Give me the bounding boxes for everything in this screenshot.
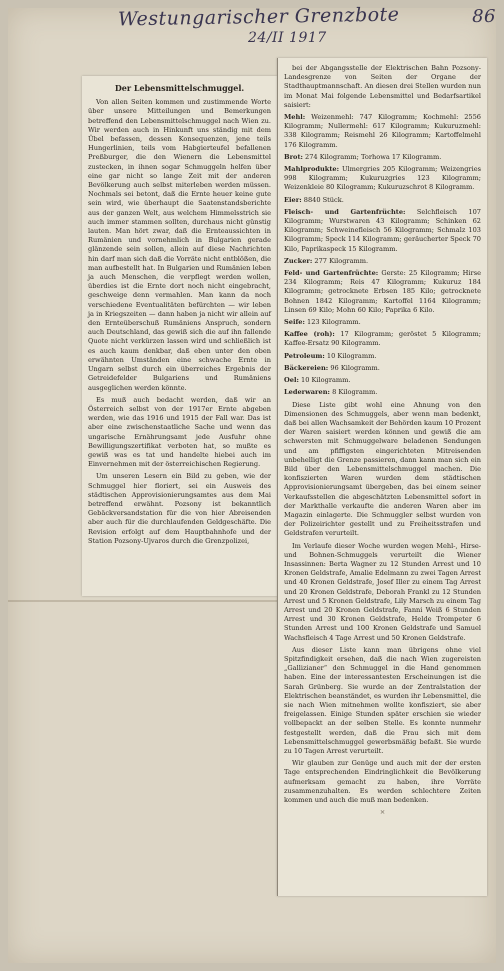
seized-goods-item	[284, 352, 481, 361]
handwritten-date: 24/II 1917	[248, 30, 327, 46]
article-paragraph: Es muß auch bedacht werden, daß wir an Österreich selbst von der 1917er Ernte abgeben werden, wie das 1916 und 1915 der Fall war. Das ist aber eine zwischenstaatliche Sache und wenn das ungarische Ernährungsamt jede Ausfuhr ohne Bewilligungszertifikat verboten hat, so mußte es gewiß was es tat und handelte hiebei auch im Einvernehmen mit der österreichischen Regierung.	[88, 395, 271, 469]
seized-goods-item	[284, 153, 481, 162]
seized-goods-detail: 8 Kilogramm.	[332, 388, 378, 397]
article-paragraph: Aus dieser Liste kann man übrigens ohne viel Spitzfindigkeit ersehen, daß die nach Wien zugereisten „Gallizianer“ den Schmuggel in die Hand genommen haben. Eine der interessantesten Erscheinungen ist die Sarah Grünberg. Sie wurde an der Zentralstation der Elektrischen beanständet, es wurden ihr Lebensmittel, die sie nach Wien mitnehmen wollte konfisziert, sie aber freigelassen. Einige Stunden später erschien sie wieder vollbepackt an der selben Stelle. Es konnte nunmehr festgestellt werden, daß die Frau sich mit dem Lebensmittelschmuggel gewerbsmäßig befaßt. Sie wurde zu 10 Tagen Arrest verurteilt.	[284, 645, 481, 756]
seized-goods-item	[284, 165, 481, 193]
seized-goods-category: Kaffee (roh):	[284, 330, 335, 339]
article-title: Der Lebensmittelschmuggel.	[114, 83, 245, 93]
article-column-left	[82, 76, 277, 596]
seized-goods-detail: 123 Kilogramm.	[307, 318, 361, 327]
paper-crease	[8, 600, 282, 602]
seized-goods-item	[284, 113, 481, 150]
article-paragraph: Von allen Seiten kommen und zustimmende Worte über unsere Mitteilungen und Bemerkungen betreffend den Lebensmittelschmuggel nach Wien zu. Wir werden auch in Hinkunft uns ständig mit dem Übel befassen, dessen Konsequenzen, jene teils Hungerlinien, teils vom Habgierteufel befallenen Preßburger, die den Wienern die Lebensmittel zustecken, in ihnen sogar Schmuggeln helfen über eine gar nicht so lange Zeit mit der anderen Bevölkerung auch selbst miterleben werden müssen. Nochmals sei betont, daß die Ernte heuer keine gute sein wird, wie überhaupt die Saatenstandsberichte aus der ganzen Welt, aus welchem Himmelsstrich sie auch immer stammen sollten, durchaus nicht günstig lauten. Man hört zwar, daß die Ernteaussichten in Rumänien und vornehmlich in Bulgarien gerade glänzende sein sollen, allein auf diese Nachrichten hin darf man sich daß die Vorräte nicht entblößen, die man aufbestellt hat. In Bulgarien und Rumänien leben ja auch Menschen, die verpflegt werden wollen, überdies ist die Ernte dort noch nicht eingebracht, geschweige denn vermahlen. Man kann da noch verschiedene Eventualitäten befürchten — wir leben ja in Kriegszeiten — dann haben ja nicht wir allein auf den Ernteüberschuß Rumäniens Anspruch, sondern auch Deutschland, das gewiß sich die auf ihn fallende Quote nicht verkürzen lassen wird und schließlich ist es auch kaum denkbar, daß eben unter den oben erwähnten Umständen eine schwache Ernte in Ungarn selbst durch ein überreiches Ergebnis der Getreidefelder Bulgariens und Rumäniens ausgeglichen werden könnte.	[88, 98, 271, 392]
seized-goods-item	[284, 330, 481, 348]
seized-goods-detail: 96 Kilogramm.	[330, 363, 380, 372]
seized-goods-detail: 10 Kilogramm.	[326, 351, 377, 360]
seized-goods-category: Mehl:	[284, 113, 306, 122]
seized-goods-item	[284, 208, 481, 254]
seized-goods-item	[284, 376, 481, 385]
seized-goods-category: Petroleum:	[284, 351, 325, 360]
seized-goods-category: Zucker:	[284, 256, 313, 265]
seized-goods-detail: 17 Kilogramm; geröstet 5 Kilogramm; Kaffee-Ersatz 90 Kilogramm.	[284, 330, 481, 348]
article-column-right	[277, 58, 487, 896]
seized-goods-category: Lederwaren:	[284, 388, 330, 397]
handwritten-source-note: Westungarischer Grenzbote	[117, 3, 400, 31]
article-paragraph: Im Verlaufe dieser Woche wurden wegen Mehl-, Hirse- und Bohnen-Schmuggels verurteilt die Wiener Insassinnen: Berta Wagner zu 12 Stunden Arrest und 10 Kronen Geldstrafe, Amalie Edelmann zu zwei Tagen Arrest und 40 Kronen Geldstrafe, Josef Iller zu einem Tag Arrest und 20 Kronen Geldstrafe, Deborah Frankl zu 12 Stunden Arrest und 5 Kronen Geldstrafe, Lily Marsch zu einem Tag Arrest und 20 Kronen Geldstrafe, Fanni Weiß 6 Stunden Arrest und 30 Kronen Geldstrafe, Helde Trompeter 6 Stunden Arrest und 100 Kronen Geldstrafe und Samuel Wachsfleisch 4 Tage Arrest und 50 Kronen Geldstrafe.	[284, 541, 481, 642]
seized-goods-item	[284, 269, 481, 315]
article-paragraph: bei der Abgangsstelle der Elektrischen Bahn Pozsony-Landesgrenze von Seiten der Organe der Stadthauptmannschaft. An diesen drei Stellen wurden nun im Monat Mai folgende Lebensmittel und Bedarfsartikel saisiert:	[284, 64, 481, 109]
seized-goods-category: Feld- und Gartenfrüchte:	[284, 269, 379, 278]
seized-goods-detail: Weizenmehl: 747 Kilogramm; Kochmehl: 2556 Kilogramm; Nullermehl: 617 Kilogramm; Kukuruzmehl: 338 Kilogramm; Reismehl 26 Kilogramm; Kartoffelmehl 176 Kilogramm.	[284, 113, 481, 149]
seized-goods-item	[284, 364, 481, 373]
article-paragraph: Diese Liste gibt wohl eine Ahnung von den Dimensionen des Schmuggels, aber wenn man bedenkt, daß bei allen Wachsamkeit der Behörden kaum 10 Prozent der Waren saisiert werden können und gewiß die am schwersten mit Schmuggelware beladenen Sendungen und am pfiffigsten eingerichteten Mitreisenden unbehelligt die Grenze passieren, dann kann man sich ein Bild über den Lebensmittelschmuggel machen. Die konfiszierten Waren wurden dem städtischen Approvisionierungsamt übergeben, das bei einem seiner Verkaufsstellen die abgeschätzten Lebensmittel sofort in der Markthalle verkaufte die anderen Waren aber im Magazin einlagerte. Die Schmuggler selbst wurden von der Polizeirichter gestellt und zu Freiheitsstrafen und Geldstrafen verurteilt.	[284, 400, 481, 538]
end-mark: ×	[379, 808, 386, 817]
seized-goods-item	[284, 257, 481, 266]
seized-goods-category: Fleisch- und Gartenfrüchte:	[284, 207, 406, 216]
seized-goods-item	[284, 196, 481, 205]
handwritten-page-number: 86	[472, 6, 496, 27]
seized-goods-detail: Selchfleisch 107 Kilogramm; Wurstwaren 43 Kilogramm; Schinken 62 Kilogramm; Schweinefleisch 56 Kilogramm; Schmalz 103 Kilogramm; Speck 114 Kilogramm; geräucherter Speck 70 Kilo, Paprikaspeck 15 Kilogramm.	[284, 207, 481, 253]
seized-goods-detail: Ulmergries 205 Kilogramm; Weizengries 998 Kilogramm; Kukuruzgries 123 Kilogramm; Weizenkleie 80 Kilogramm; Kukuruzschrot 8 Kilogramm.	[284, 165, 481, 192]
seized-goods-detail: 274 Kilogramm; Torhowa 17 Kilogramm.	[305, 152, 442, 161]
seized-goods-item	[284, 318, 481, 327]
seized-goods-category: Eier:	[284, 195, 302, 204]
seized-goods-item	[284, 388, 481, 397]
seized-goods-category: Brot:	[284, 152, 303, 161]
seized-goods-detail: 277 Kilogramm.	[314, 256, 369, 265]
seized-goods-category: Mahlprodukte:	[284, 165, 340, 174]
seized-goods-category: Seife:	[284, 318, 305, 327]
seized-goods-detail: Gerste: 25 Kilogramm; Hirse 234 Kilogramm; Reis 47 Kilogramm; Kukuruz 184 Kilogramm; getrocknete Erbsen 185 Kilo; getrocknete Bohnen 1842 Kilogramm; Kartoffel 1164 Kilogramm; Linsen 69 Kilo; Mohn 60 Kilo; Paprika 6 Kilo.	[284, 269, 481, 314]
seized-goods-category: Oel:	[284, 376, 299, 385]
seized-goods-category: Bäckereien:	[284, 363, 329, 372]
seized-goods-detail: 10 Kilogramm.	[301, 376, 351, 385]
article-paragraph: Um unseren Lesern ein Bild zu geben, wie der Schmuggel hier floriert, sei ein Ausweis des städtischen Approvisionierungsamtes aus dem Mai betreffend erwähnt. Pozsony ist bekanntlich Gebäckversandstation für die von hier Abreisenden aber auch für die durchlaufenden Geldgeschäfte. Die Revision erfolgt auf dem Hauptbahnhofe und der Station Pozsony-Ujvaros durch die Grenzpolizei,	[88, 472, 271, 545]
seized-goods-list	[284, 113, 481, 397]
article-paragraph: Wir glauben zur Genüge und auch mit der der ersten Tage entsprechenden Eindringlichkeit die Bevölkerung aufmerksam gemacht zu haben, ihre Vorräte zusammenzuhalten. Es werden schlechtere Zeiten kommen und auch die muß man bedenken.	[284, 759, 481, 805]
seized-goods-detail: 8840 Stück.	[303, 195, 344, 204]
